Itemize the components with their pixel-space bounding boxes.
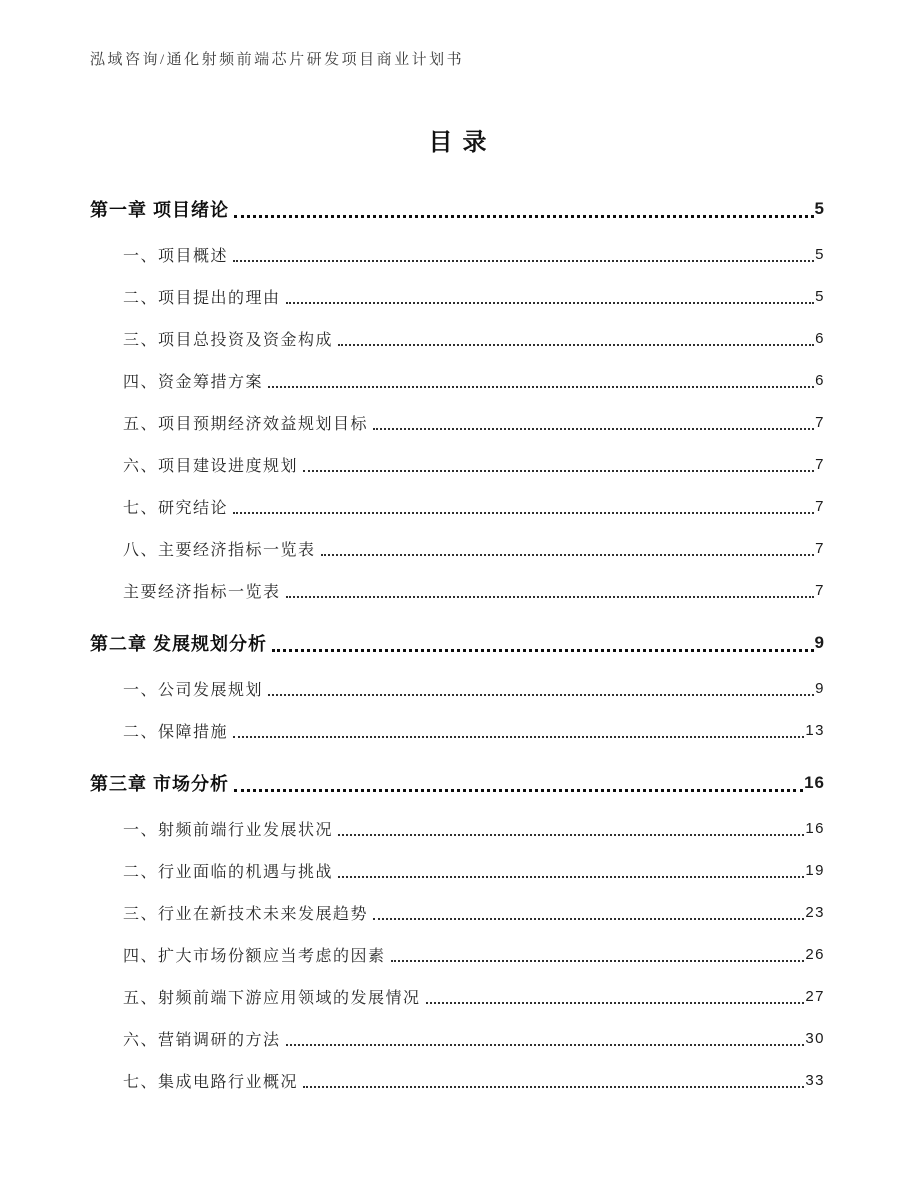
dotted-leader	[286, 288, 815, 304]
toc-chapter-page-number: 5	[814, 199, 825, 218]
dotted-leader	[373, 414, 814, 430]
dotted-leader	[303, 456, 814, 472]
dotted-leader	[373, 904, 804, 920]
toc-item-label: 六、营销调研的方法	[123, 1031, 281, 1049]
toc-item-entry[interactable]	[90, 849, 825, 891]
toc-item-page-number: 5	[815, 287, 825, 305]
dotted-leader	[303, 1072, 804, 1088]
toc-item-page-number: 5	[815, 245, 825, 263]
dotted-leader	[272, 634, 814, 652]
toc-item-page-number: 7	[815, 497, 825, 515]
toc-item-entry[interactable]	[90, 485, 825, 527]
toc-chapter-label: 第二章 发展规划分析	[90, 634, 268, 654]
toc-item-page-number: 6	[815, 329, 825, 347]
toc-chapter-page-number: 9	[814, 633, 825, 652]
dotted-leader	[233, 498, 814, 514]
toc-item-page-number: 26	[805, 945, 825, 963]
toc-item-entry[interactable]	[90, 275, 825, 317]
toc-item-entry[interactable]	[90, 569, 825, 611]
toc-item-label: 一、公司发展规划	[123, 681, 264, 699]
toc-item-label: 二、项目提出的理由	[123, 289, 281, 307]
toc-item-entry[interactable]	[90, 359, 825, 401]
dotted-leader	[234, 200, 814, 218]
toc-item-label: 二、行业面临的机遇与挑战	[123, 863, 334, 881]
toc-item-entry[interactable]	[90, 527, 825, 569]
dotted-leader	[426, 988, 805, 1004]
toc-item-label: 二、保障措施	[123, 723, 229, 741]
toc-item-page-number: 7	[815, 581, 825, 599]
toc-item-page-number: 27	[805, 987, 825, 1005]
dotted-leader	[268, 372, 814, 388]
dotted-leader	[286, 1030, 805, 1046]
toc-item-label: 四、扩大市场份额应当考虑的因素	[123, 947, 386, 965]
table-of-contents	[90, 185, 825, 1101]
toc-item-label: 七、研究结论	[123, 499, 229, 517]
toc-chapter-entry[interactable]	[90, 619, 825, 667]
toc-item-page-number: 9	[815, 679, 825, 697]
toc-item-label: 主要经济指标一览表	[123, 583, 281, 601]
document-header: 泓域咨询/通化射频前端芯片研发项目商业计划书	[90, 52, 465, 68]
dotted-leader	[233, 722, 804, 738]
dotted-leader	[286, 582, 815, 598]
toc-item-page-number: 16	[805, 819, 825, 837]
toc-item-entry[interactable]	[90, 709, 825, 751]
toc-item-entry[interactable]	[90, 1017, 825, 1059]
toc-item-page-number: 7	[815, 539, 825, 557]
dotted-leader	[234, 774, 803, 792]
toc-item-entry[interactable]	[90, 975, 825, 1017]
toc-item-label: 一、射频前端行业发展状况	[123, 821, 334, 839]
toc-item-label: 四、资金筹措方案	[123, 373, 264, 391]
toc-item-entry[interactable]	[90, 401, 825, 443]
toc-title: 目录	[428, 130, 497, 156]
dotted-leader	[233, 246, 814, 262]
toc-item-label: 五、项目预期经济效益规划目标	[123, 415, 369, 433]
toc-chapter-entry[interactable]	[90, 185, 825, 233]
toc-item-entry[interactable]	[90, 667, 825, 709]
toc-item-page-number: 33	[805, 1071, 825, 1089]
dotted-leader	[268, 680, 814, 696]
toc-chapter-label: 第三章 市场分析	[90, 774, 230, 794]
dotted-leader	[338, 862, 804, 878]
toc-chapter-page-number: 16	[804, 773, 825, 792]
toc-item-page-number: 23	[805, 903, 825, 921]
dotted-leader	[321, 540, 815, 556]
toc-chapter-label: 第一章 项目绪论	[90, 200, 230, 220]
toc-item-page-number: 6	[815, 371, 825, 389]
dotted-leader	[338, 330, 814, 346]
toc-item-entry[interactable]	[90, 933, 825, 975]
toc-item-label: 六、项目建设进度规划	[123, 457, 299, 475]
toc-item-label: 七、集成电路行业概况	[123, 1073, 299, 1091]
toc-item-entry[interactable]	[90, 317, 825, 359]
toc-item-page-number: 30	[805, 1029, 825, 1047]
toc-chapter-entry[interactable]	[90, 759, 825, 807]
toc-item-label: 一、项目概述	[123, 247, 229, 265]
toc-item-entry[interactable]	[90, 443, 825, 485]
toc-item-page-number: 7	[815, 413, 825, 431]
toc-item-page-number: 13	[805, 721, 825, 739]
toc-item-label: 五、射频前端下游应用领域的发展情况	[123, 989, 421, 1007]
toc-item-entry[interactable]	[90, 1059, 825, 1101]
toc-item-entry[interactable]	[90, 891, 825, 933]
dotted-leader	[391, 946, 805, 962]
toc-item-entry[interactable]	[90, 233, 825, 275]
dotted-leader	[338, 820, 804, 836]
toc-item-entry[interactable]	[90, 807, 825, 849]
toc-item-page-number: 19	[805, 861, 825, 879]
toc-item-label: 八、主要经济指标一览表	[123, 541, 316, 559]
toc-item-label: 三、项目总投资及资金构成	[123, 331, 334, 349]
toc-item-page-number: 7	[815, 455, 825, 473]
toc-item-label: 三、行业在新技术未来发展趋势	[123, 905, 369, 923]
